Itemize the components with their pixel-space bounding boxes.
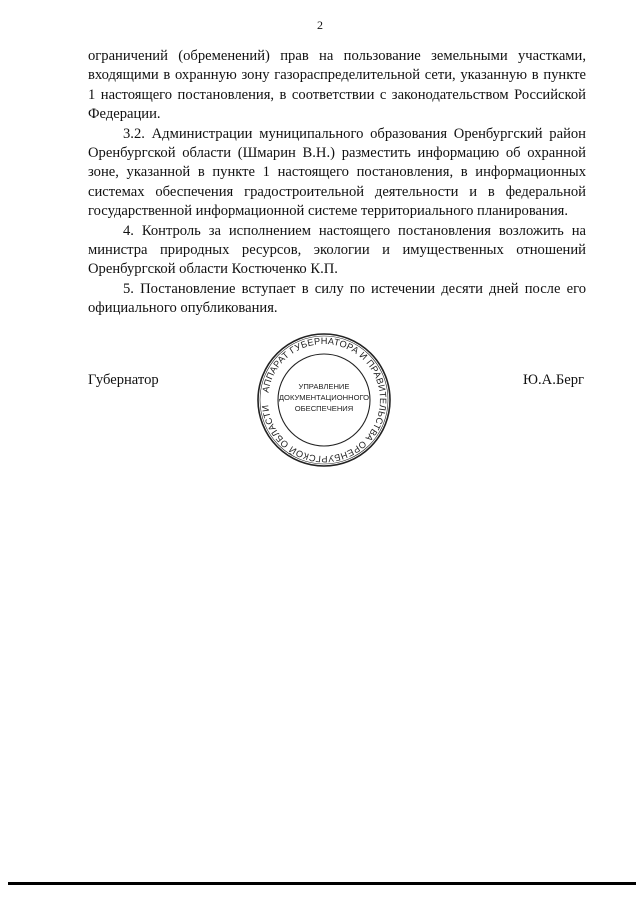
seal-center-line-3: ОБЕСПЕЧЕНИЯ: [294, 404, 354, 413]
page-number: 2: [317, 18, 323, 32]
document-body: [88, 47, 586, 319]
bottom-rule: [8, 882, 636, 885]
seal-graphic: [255, 331, 393, 469]
signer-name: Ю.А.Берг: [523, 372, 584, 388]
paragraph-continuation: ограничений (обременений) прав на пользование земельными участками, входящими в охранную зону газораспределительной сети, указанную в пункте 1 настоящего постановления, в соответствии с законодательством Российской Федерации.: [88, 48, 586, 123]
paragraph-4: 4. Контроль за исполнением настоящего постановления возложить на министра природных ресурсов, экологии и имущественных отношений Оренбургской области Костюченко К.П.: [88, 222, 586, 278]
paragraph-3-2: 3.2. Администрации муниципального образования Оренбургский район Оренбургской области (Шмарин В.Н.) разместить информацию об охранной зоне, указанной в пункте 1 настоящего постановления, в информационных системах обеспечения градостроительной деятельности и в федеральной государственной информационной системе территориального планирования.: [88, 125, 586, 220]
seal-ring-text: АППАРАТ ГУБЕРНАТОРА И ПРАВИТЕЛЬСТВА ОРЕНБУРГСКОЙ ОБЛАСТИ: [260, 335, 389, 465]
signer-title: Губернатор: [88, 372, 159, 388]
official-seal: [255, 331, 393, 469]
seal-center-line-1: УПРАВЛЕНИЕ: [298, 382, 350, 391]
seal-center-line-2: ДОКУМЕНТАЦИОННОГО: [278, 393, 370, 402]
paragraph-5: 5. Постановление вступает в силу по истечении десяти дней после его официального опубликования.: [88, 280, 586, 317]
